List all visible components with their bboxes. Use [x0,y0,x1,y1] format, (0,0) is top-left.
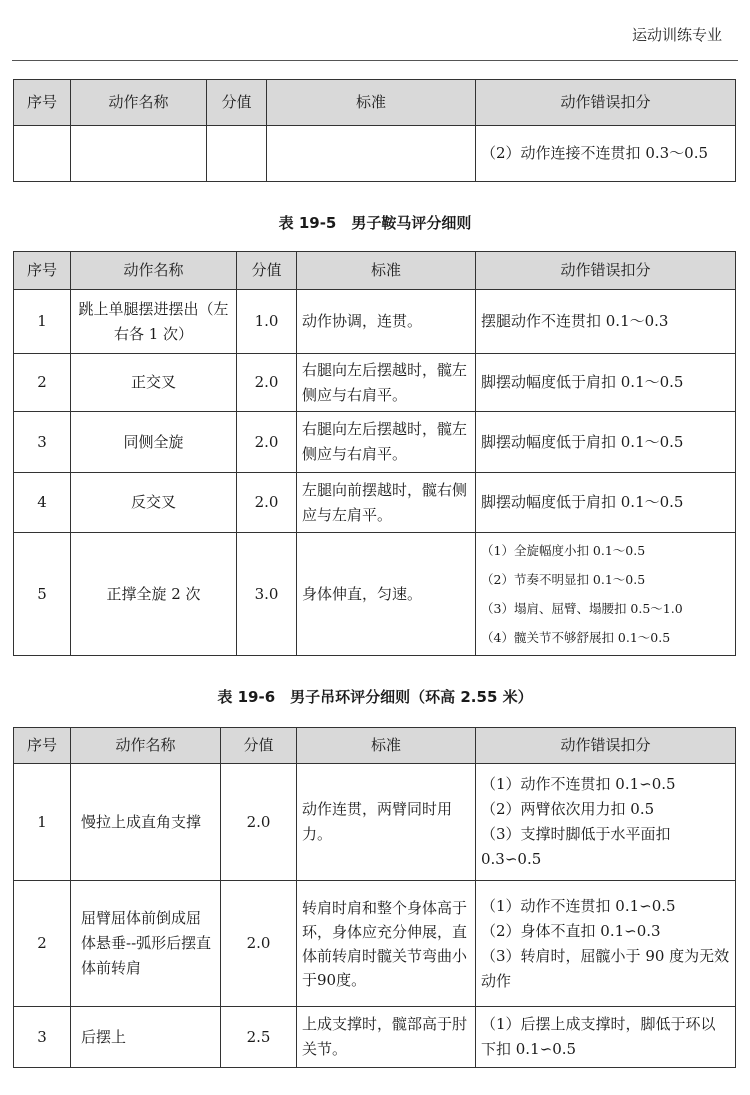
col-header-no: 序号 [14,80,71,126]
cell-score: 2.0 [237,473,297,533]
cell-no: 2 [14,354,71,412]
cell-deduction: （1）后摆上成支撑时，脚低于环以下扣 0.1∽0.5 [476,1007,736,1068]
cell-score: 3.0 [237,533,297,656]
cell-no: 4 [14,473,71,533]
table-row [14,533,736,656]
col-header-deduction: 动作错误扣分 [476,252,736,290]
table-row [14,126,736,182]
cell-name: 跳上单腿摆进摆出（左右各 1 次） [71,290,237,354]
cell-no: 1 [14,764,71,881]
col-header-no: 序号 [14,252,71,290]
deduction-line: （1）动作不连贯扣 0.1∽0.5 [481,896,676,915]
cell-no: 3 [14,412,71,473]
table-caption-rings: 表 19-6 男子吊环评分细则（环高 2.55 米） [217,688,533,706]
cell-no: 2 [14,881,71,1007]
table-row [14,290,736,354]
deduction-line: （4）髋关节不够舒展扣 0.1～0.5 [481,630,671,645]
col-header-score: 分值 [221,728,297,764]
cell-score: 2.0 [221,764,297,881]
cell-score [207,126,267,182]
cell-standard: 左腿向前摆越时，髋右侧应与左肩平。 [297,473,476,533]
cell-score: 2.0 [221,881,297,1007]
cell-score: 1.0 [237,290,297,354]
table-header-row [14,252,736,290]
deduction-line: （1）全旋幅度小扣 0.1～0.5 [481,543,646,558]
deduction-line: （2）两臂依次用力扣 0.5 [481,800,655,818]
col-header-deduction: 动作错误扣分 [476,728,736,764]
cell-standard: 右腿向左后摆越时，髋左侧应与右肩平。 [297,354,476,412]
cell-no: 3 [14,1007,71,1068]
cell-deduction: 脚摆动幅度低于肩扣 0.1～0.5 [476,412,736,473]
cell-no: 1 [14,290,71,354]
deduction-line: （2）身体不直扣 0.1∽0.3 [481,921,661,940]
table-header-row [14,728,736,764]
cell-name: 正撑全旋 2 次 [71,533,237,656]
col-header-deduction: 动作错误扣分 [476,80,736,126]
deduction-line: （2）动作连接不连贯扣 0.3～0.5 [481,144,709,162]
cell-name: 慢拉上成直角支撑 [71,764,221,881]
cell-deduction [476,881,736,1007]
table-caption-pommel-horse: 表 19-5 男子鞍马评分细则 [278,214,472,232]
deduction-line: （1）动作不连贯扣 0.1∽0.5 [481,775,676,793]
col-header-score: 分值 [237,252,297,290]
table-header-row [14,80,736,126]
cell-standard: 身体伸直，匀速。 [297,533,476,656]
col-header-name: 动作名称 [71,728,221,764]
deduction-line: （3）支撑时脚低于水平面扣 0.3∽0.5 [481,825,671,868]
col-header-standard: 标准 [297,252,476,290]
cell-deduction: 脚摆动幅度低于肩扣 0.1～0.5 [476,354,736,412]
cell-name [71,126,207,182]
col-header-name: 动作名称 [71,80,207,126]
cell-score: 2.0 [237,354,297,412]
table-row [14,354,736,412]
cell-no [14,126,71,182]
table-row [14,473,736,533]
col-header-score: 分值 [207,80,267,126]
table-rings [13,727,736,1068]
cell-standard: 上成支撑时，髋部高于肘关节。 [297,1007,476,1068]
col-header-standard: 标准 [297,728,476,764]
table-continued [13,79,736,182]
cell-standard: 动作连贯，两臂同时用力。 [297,764,476,881]
cell-no: 5 [14,533,71,656]
cell-deduction [476,533,736,656]
deduction-line: （3）塌肩、屈臂、塌腰扣 0.5～1.0 [481,601,683,616]
table-row [14,881,736,1007]
cell-name: 后摆上 [71,1007,221,1068]
col-header-no: 序号 [14,728,71,764]
cell-standard: 动作协调，连贯。 [297,290,476,354]
cell-score: 2.5 [221,1007,297,1068]
cell-standard [267,126,476,182]
cell-deduction: 摆腿动作不连贯扣 0.1～0.3 [476,290,736,354]
cell-name: 屈臂屈体前倒成屈体悬垂--弧形后摆直体前转肩 [71,881,221,1007]
col-header-standard: 标准 [267,80,476,126]
table-row [14,412,736,473]
cell-name: 同侧全旋 [71,412,237,473]
col-header-name: 动作名称 [71,252,237,290]
cell-standard: 转肩时肩和整个身体高于环，身体应充分伸展，直体前转肩时髋关节弯曲小于90度。 [297,881,476,1007]
cell-name: 反交叉 [71,473,237,533]
deduction-line: （3）转肩时，屈髋小于 90 度为无效动作 [481,946,730,990]
cell-deduction [476,126,736,182]
table-row [14,1007,736,1068]
table-row [14,764,736,881]
cell-deduction: 脚摆动幅度低于肩扣 0.1～0.5 [476,473,736,533]
table-pommel-horse [13,251,736,656]
header-rule [12,60,738,61]
cell-score: 2.0 [237,412,297,473]
cell-name: 正交叉 [71,354,237,412]
deduction-line: （2）节奏不明显扣 0.1～0.5 [481,572,646,587]
page-header: 运动训练专业 [631,26,722,44]
cell-deduction [476,764,736,881]
cell-standard: 右腿向左后摆越时，髋左侧应与右肩平。 [297,412,476,473]
